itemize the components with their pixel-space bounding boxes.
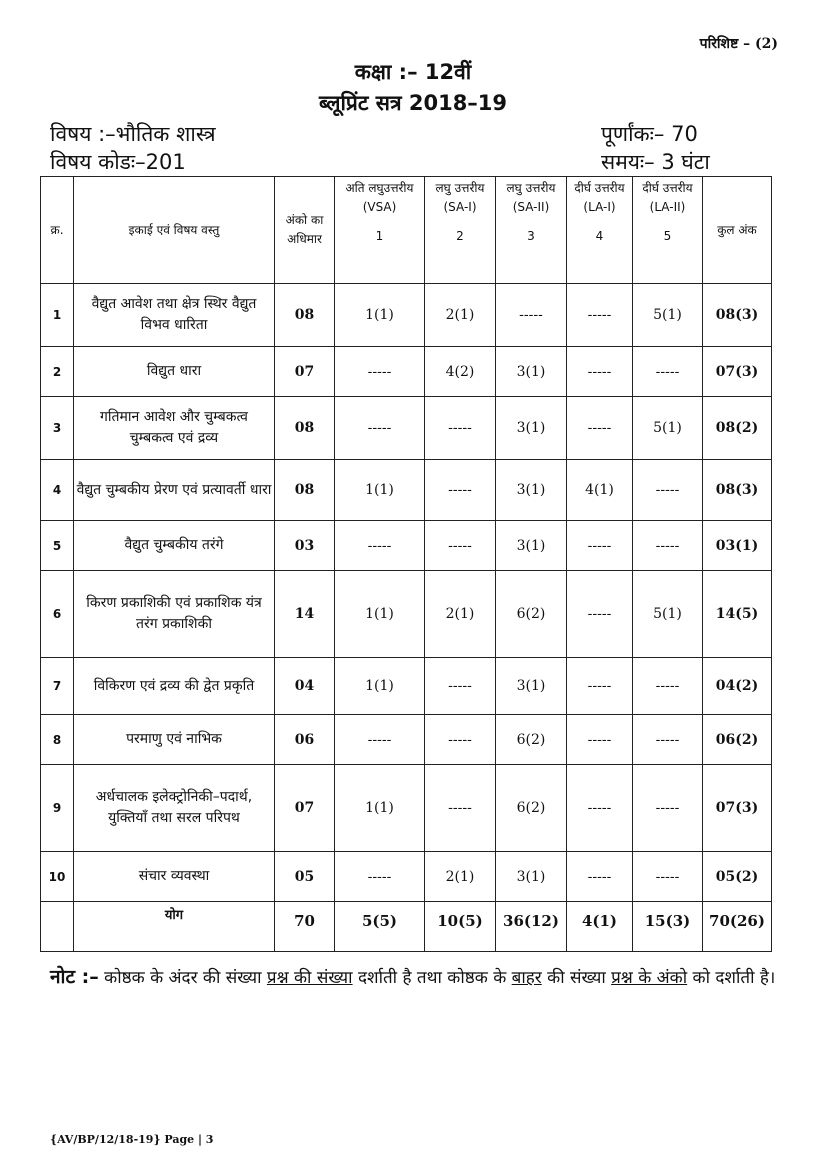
row-la2: ----- xyxy=(633,347,703,397)
total-sno-cell xyxy=(41,902,74,952)
table-row xyxy=(41,397,772,460)
row-total: 08(2) xyxy=(703,397,772,460)
total-vsa: 5(5) xyxy=(335,902,425,952)
class-heading: कक्षा :– 12वीं xyxy=(354,60,472,84)
row-topic: वैद्युत चुम्बकीय प्रेरण एवं प्रत्यावर्ती धारा xyxy=(74,460,275,521)
row-weight: 14 xyxy=(275,571,335,658)
total-total: 70(26) xyxy=(703,902,772,952)
row-sa2: ----- xyxy=(496,284,567,347)
row-topic: अर्धचालक इलेक्ट्रोनिकी–पदार्थ, युक्तियाँ तथा सरल परिपथ xyxy=(74,765,275,852)
header-vsa-number: 1 xyxy=(375,229,384,243)
table-row xyxy=(41,765,772,852)
table-row xyxy=(41,347,772,397)
row-sno: 8 xyxy=(41,715,74,765)
row-vsa: ----- xyxy=(335,521,425,571)
total-sa2: 36(12) xyxy=(496,902,567,952)
row-la1: ----- xyxy=(567,715,633,765)
row-topic: संचार व्यवस्था xyxy=(74,852,275,902)
header-sa2 xyxy=(496,177,567,284)
blueprint-heading: ब्लूप्रिंट सत्र 2018–19 xyxy=(318,91,508,115)
row-sno: 5 xyxy=(41,521,74,571)
header-la1-number: 4 xyxy=(595,229,604,243)
row-sa2: 3(1) xyxy=(496,521,567,571)
row-la1: 4(1) xyxy=(567,460,633,521)
note-underline-3: प्रश्न के अंको xyxy=(611,968,688,988)
row-la1: ----- xyxy=(567,284,633,347)
page-footer: {AV/BP/12/18-19} Page | 3 xyxy=(50,1133,214,1146)
header-unit: इकाई एवं विषय वस्तु xyxy=(74,177,275,284)
row-total: 07(3) xyxy=(703,765,772,852)
header-la1 xyxy=(567,177,633,284)
table-row xyxy=(41,852,772,902)
note-text-3: की संख्या xyxy=(541,968,612,988)
note-text-2: दर्शाती है तथा कोष्ठक के xyxy=(352,968,512,988)
row-sa1: ----- xyxy=(425,658,496,715)
header-sno: क्र. xyxy=(41,177,74,284)
row-la2: 5(1) xyxy=(633,397,703,460)
total-row xyxy=(41,902,772,952)
row-weight: 07 xyxy=(275,765,335,852)
row-la2: ----- xyxy=(633,521,703,571)
table-row xyxy=(41,521,772,571)
row-sa1: ----- xyxy=(425,521,496,571)
header-sa2-number: 3 xyxy=(527,229,535,243)
row-topic: परमाणु एवं नाभिक xyxy=(74,715,275,765)
time-label: समयः– 3 घंटा xyxy=(601,150,710,174)
row-sa2: 3(1) xyxy=(496,658,567,715)
row-total: 06(2) xyxy=(703,715,772,765)
row-sa1: ----- xyxy=(425,460,496,521)
row-sno: 2 xyxy=(41,347,74,397)
header-row xyxy=(41,177,772,284)
row-topic: वैद्युत आवेश तथा क्षेत्र स्थिर वैद्युत विभव धारिता xyxy=(74,284,275,347)
row-topic: विकिरण एवं द्रव्य की द्वेत प्रकृति xyxy=(74,658,275,715)
row-la1: ----- xyxy=(567,571,633,658)
row-weight: 06 xyxy=(275,715,335,765)
row-la2: 5(1) xyxy=(633,571,703,658)
row-vsa: ----- xyxy=(335,347,425,397)
row-weight: 03 xyxy=(275,521,335,571)
row-la2: ----- xyxy=(633,765,703,852)
row-la1: ----- xyxy=(567,397,633,460)
row-sa1: 4(2) xyxy=(425,347,496,397)
row-sa1: ----- xyxy=(425,765,496,852)
row-vsa: 1(1) xyxy=(335,765,425,852)
note-text-4: को दर्शाती है। xyxy=(687,968,776,988)
row-sa2: 6(2) xyxy=(496,571,567,658)
row-sa2: 6(2) xyxy=(496,765,567,852)
header-la2-number: 5 xyxy=(663,229,672,243)
total-sa1: 10(5) xyxy=(425,902,496,952)
row-topic: विद्युत धारा xyxy=(74,347,275,397)
total-weight: 70 xyxy=(275,902,335,952)
row-vsa: 1(1) xyxy=(335,658,425,715)
row-total: 08(3) xyxy=(703,460,772,521)
row-vsa: 1(1) xyxy=(335,571,425,658)
row-la1: ----- xyxy=(567,765,633,852)
subject-code-label: विषय कोडः–201 xyxy=(50,150,186,174)
row-la2: ----- xyxy=(633,460,703,521)
row-topic: वैद्युत चुम्बकीय तरंगे xyxy=(74,521,275,571)
table-row xyxy=(41,284,772,347)
row-vsa: 1(1) xyxy=(335,460,425,521)
row-total: 04(2) xyxy=(703,658,772,715)
row-sno: 1 xyxy=(41,284,74,347)
row-sa2: 3(1) xyxy=(496,852,567,902)
row-topic: किरण प्रकाशिकी एवं प्रकाशिक यंत्र तरंग प्रकाशिकी xyxy=(74,571,275,658)
row-sno: 3 xyxy=(41,397,74,460)
subject-label: विषय :–भौतिक शास्त्र xyxy=(50,122,216,146)
row-sno: 7 xyxy=(41,658,74,715)
row-sno: 9 xyxy=(41,765,74,852)
row-sa2: 3(1) xyxy=(496,460,567,521)
row-sa1: ----- xyxy=(425,397,496,460)
row-total: 14(5) xyxy=(703,571,772,658)
row-la1: ----- xyxy=(567,521,633,571)
header-la2 xyxy=(633,177,703,284)
row-vsa: ----- xyxy=(335,397,425,460)
row-vsa: 1(1) xyxy=(335,284,425,347)
table-row xyxy=(41,658,772,715)
row-sa1: 2(1) xyxy=(425,571,496,658)
row-topic: गतिमान आवेश और चुम्बकत्व चुम्बकत्व एवं द्रव्य xyxy=(74,397,275,460)
row-la2: ----- xyxy=(633,658,703,715)
total-la2: 15(3) xyxy=(633,902,703,952)
row-la2: ----- xyxy=(633,852,703,902)
row-sno: 4 xyxy=(41,460,74,521)
row-vsa: ----- xyxy=(335,715,425,765)
row-sno: 10 xyxy=(41,852,74,902)
row-la1: ----- xyxy=(567,347,633,397)
row-total: 07(3) xyxy=(703,347,772,397)
total-label: योग xyxy=(74,902,275,952)
row-sno: 6 xyxy=(41,571,74,658)
header-sa1-label: लघु उत्तरीय (SA-I) xyxy=(435,181,485,214)
header-vsa xyxy=(335,177,425,284)
table-row xyxy=(41,715,772,765)
header-sa2-label: लघु उत्तरीय (SA-II) xyxy=(506,181,556,214)
row-sa2: 3(1) xyxy=(496,397,567,460)
total-la1: 4(1) xyxy=(567,902,633,952)
blueprint-table xyxy=(40,176,772,952)
note-label: नोट :– xyxy=(50,966,99,988)
appendix-label: परिशिष्ट – (2) xyxy=(699,36,778,52)
row-weight: 07 xyxy=(275,347,335,397)
row-total: 03(1) xyxy=(703,521,772,571)
row-weight: 05 xyxy=(275,852,335,902)
row-vsa: ----- xyxy=(335,852,425,902)
row-la2: ----- xyxy=(633,715,703,765)
header-la1-label: दीर्घ उत्तरीय (LA-I) xyxy=(574,181,625,214)
full-marks-label: पूर्णांकः– 70 xyxy=(601,122,698,146)
row-weight: 08 xyxy=(275,460,335,521)
table-row xyxy=(41,571,772,658)
row-total: 05(2) xyxy=(703,852,772,902)
row-weight: 08 xyxy=(275,284,335,347)
note-underline-1: प्रश्न की संख्या xyxy=(266,968,353,988)
row-la2: 5(1) xyxy=(633,284,703,347)
row-sa2: 6(2) xyxy=(496,715,567,765)
row-weight: 08 xyxy=(275,397,335,460)
note-underline-2: बाहर xyxy=(511,968,542,988)
table-row xyxy=(41,460,772,521)
header-sa1-number: 2 xyxy=(456,229,464,243)
row-weight: 04 xyxy=(275,658,335,715)
row-sa2: 3(1) xyxy=(496,347,567,397)
row-sa1: 2(1) xyxy=(425,852,496,902)
header-total: कुल अंक xyxy=(703,177,772,284)
header-vsa-label: अति लघुउत्तरीय (VSA) xyxy=(345,181,414,214)
note-paragraph xyxy=(50,964,780,992)
row-la1: ----- xyxy=(567,658,633,715)
row-sa1: ----- xyxy=(425,715,496,765)
header-la2-label: दीर्घ उत्तरीय (LA-II) xyxy=(642,181,693,214)
row-la1: ----- xyxy=(567,852,633,902)
note-text-1: कोष्ठक के अंदर की संख्या xyxy=(98,968,267,988)
header-weight: अंको का अधिमार xyxy=(275,177,335,284)
row-total: 08(3) xyxy=(703,284,772,347)
row-sa1: 2(1) xyxy=(425,284,496,347)
header-sa1 xyxy=(425,177,496,284)
